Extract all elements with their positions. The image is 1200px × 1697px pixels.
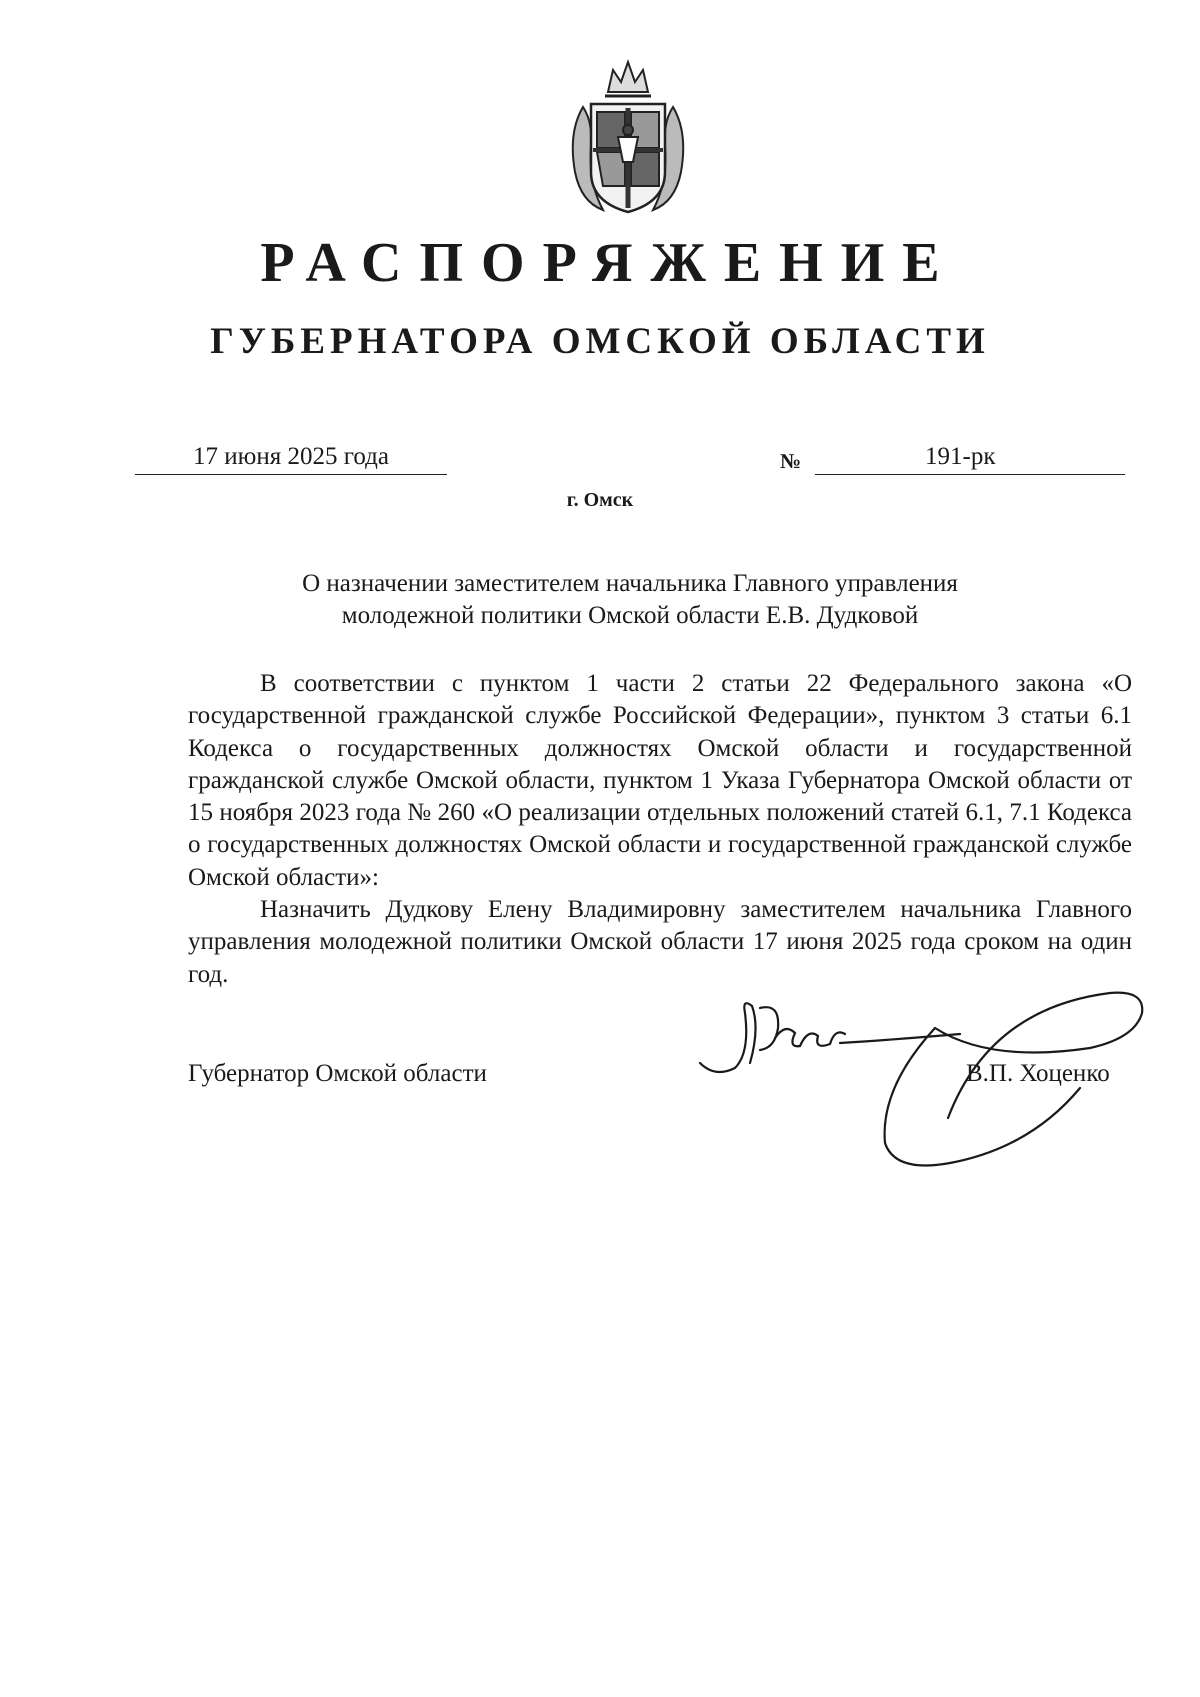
- subject-line-1: О назначении заместителем начальника Главного управления: [302, 570, 958, 597]
- document-title: РАСПОРЯЖЕНИЕ: [260, 232, 958, 294]
- document-subject: [230, 568, 1030, 632]
- document-body: [188, 668, 1132, 991]
- number-sign: №: [780, 449, 802, 473]
- body-paragraph-2: Назначить Дудкову Елену Владимировну заместителем начальника Главного управления молодежной политики Омской области 17 июня 2025 года сроком на один год.: [188, 896, 1132, 988]
- signatory-position: Губернатор Омской области: [188, 1060, 487, 1087]
- document-number: 191-рк: [925, 443, 996, 470]
- document-subtitle: ГУБЕРНАТОРА ОМСКОЙ ОБЛАСТИ: [210, 321, 990, 362]
- subject-line-2: молодежной политики Омской области Е.В. Дудковой: [341, 602, 919, 629]
- body-paragraph-1: В соответствии с пунктом 1 части 2 статьи 22 Федерального закона «О государственной гражданской службе Российской Федерации», пунктом 3 статьи 6.1 Кодекса о государственных должностях Омской области и государственной гражданской службе Омской области, пунктом 1 Указа Губернатора Омской области от 15 ноября 2023 года № 260 «О реализации отдельных положений статей 6.1, 7.1 Кодекса о государственных должностях Омской области и государственной гражданской службе Омской области»:: [188, 670, 1132, 891]
- signatory-name: В.П. Хоценко: [966, 1060, 1110, 1087]
- document-date: 17 июня 2025 года: [135, 440, 447, 475]
- document-city: г. Омск: [566, 489, 634, 511]
- coat-of-arms-icon: [563, 52, 693, 218]
- document-number-field: [815, 440, 1125, 475]
